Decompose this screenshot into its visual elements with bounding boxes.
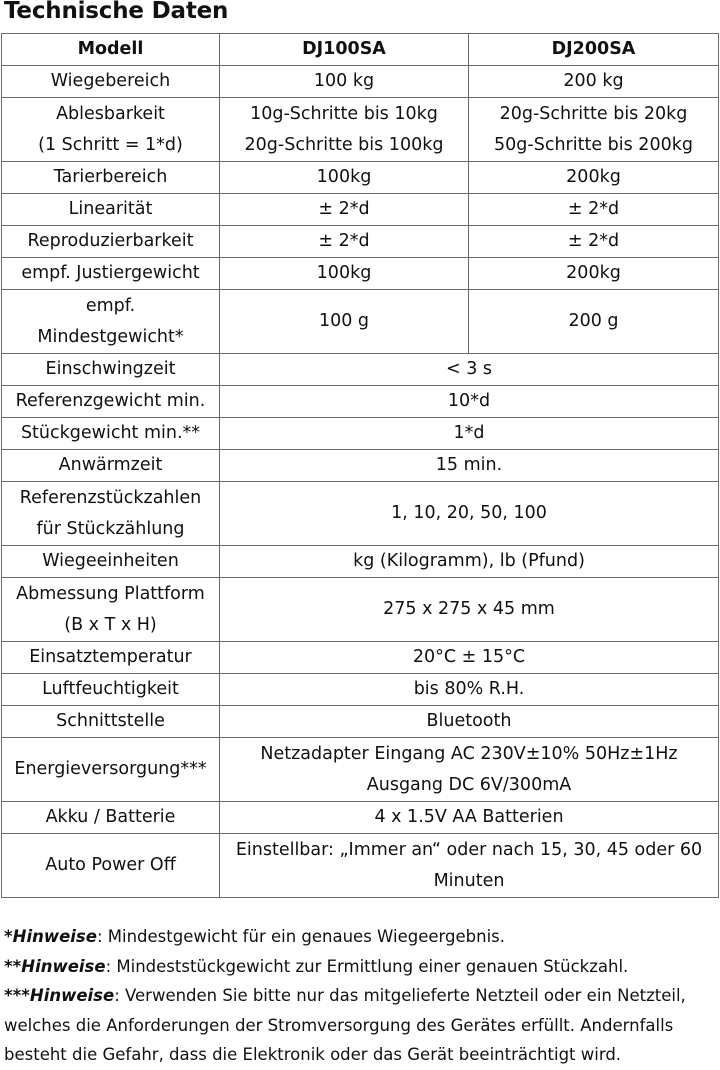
cell-text: Minuten	[433, 870, 505, 891]
value-dj200sa	[469, 226, 719, 258]
value-dj200sa	[469, 66, 719, 98]
cell-text: Luftfeuchtigkeit	[42, 679, 179, 699]
cell-text: Einsatztemperatur	[29, 647, 192, 667]
row-label	[2, 578, 220, 642]
table-row	[2, 290, 719, 354]
value-both-models	[220, 354, 719, 386]
row-label	[2, 674, 220, 706]
table-row	[2, 578, 719, 642]
cell-text: ± 2*d	[318, 231, 370, 251]
cell-text: Auto Power Off	[45, 855, 176, 875]
note-item	[4, 952, 716, 982]
table-row	[2, 546, 719, 578]
row-label	[2, 258, 220, 290]
value-dj100sa	[220, 226, 469, 258]
row-label	[2, 354, 220, 386]
value-dj100sa	[220, 290, 469, 354]
cell-text: Wiegebereich	[50, 71, 171, 91]
cell-text: Energieversorgung***	[14, 759, 207, 779]
table-row	[2, 450, 719, 482]
cell-text: 100kg	[316, 167, 372, 187]
cell-text: Abmessung Plattform	[16, 583, 205, 604]
value-both-models	[220, 674, 719, 706]
table-row	[2, 482, 719, 546]
table-row	[2, 802, 719, 834]
cell-text: 50g-Schritte bis 200kg	[494, 134, 693, 155]
value-dj200sa	[469, 290, 719, 354]
cell-text: Einstellbar: „Immer an“ oder nach 15, 30, 45 oder 60	[235, 839, 703, 860]
row-label	[2, 226, 220, 258]
cell-text: Netzadapter Eingang AC 230V±10% 50Hz±1Hz	[260, 743, 678, 764]
row-label	[2, 162, 220, 194]
row-label	[2, 706, 220, 738]
cell-text: 20g-Schritte bis 20kg	[499, 103, 688, 124]
row-label	[2, 546, 220, 578]
note-text: : Verwenden Sie bitte nur das mitgelieferte Netzteil oder ein Netzteil, welches die Anforderungen der Stromversorgung des Gerätes erfüllt. Andernfalls besteht die Gefahr, dass die Elektronik oder das Gerät beeinträchtigt wird.	[4, 986, 686, 1064]
cell-text: 15 min.	[435, 455, 503, 475]
header-dj100sa: DJ100SA	[220, 34, 469, 66]
cell-text: Ablesbarkeit	[56, 103, 165, 124]
table-row	[2, 258, 719, 290]
cell-text: 4 x 1.5V AA Batterien	[374, 807, 564, 827]
note-item	[4, 981, 716, 1070]
cell-text: 100kg	[316, 263, 372, 283]
table-row	[2, 642, 719, 674]
table-row	[2, 738, 719, 802]
value-both-models	[220, 386, 719, 418]
notes-section	[4, 922, 716, 1070]
note-label: ***Hinweise	[4, 986, 115, 1005]
value-dj200sa	[469, 194, 719, 226]
cell-text: 100 kg	[313, 71, 375, 91]
cell-text: Tarierbereich	[53, 167, 168, 187]
cell-text: Ausgang DC 6V/300mA	[366, 774, 572, 795]
value-dj200sa	[469, 162, 719, 194]
row-label	[2, 738, 220, 802]
cell-text: Wiegeeinheiten	[42, 551, 179, 571]
cell-text: 200kg	[566, 263, 621, 283]
cell-text: Bluetooth	[426, 711, 512, 731]
cell-text: 200 kg	[563, 71, 624, 91]
value-both-models	[220, 738, 719, 802]
value-dj200sa	[469, 98, 719, 162]
value-both-models	[220, 546, 719, 578]
cell-text: Linearität	[68, 199, 153, 219]
row-label	[2, 482, 220, 546]
cell-text: (B x T x H)	[64, 614, 157, 635]
value-both-models	[220, 482, 719, 546]
cell-text: 200 g	[568, 311, 619, 331]
table-row	[2, 98, 719, 162]
table-row	[2, 706, 719, 738]
cell-text: 200kg	[566, 167, 621, 187]
value-both-models	[220, 418, 719, 450]
cell-text: Schnittstelle	[56, 711, 165, 731]
value-both-models	[220, 706, 719, 738]
spec-table	[1, 33, 719, 898]
table-row	[2, 386, 719, 418]
cell-text: Einschwingzeit	[45, 359, 176, 379]
cell-text: 20g-Schritte bis 100kg	[244, 134, 444, 155]
row-label	[2, 66, 220, 98]
value-dj100sa	[220, 66, 469, 98]
table-row	[2, 162, 719, 194]
cell-text: 20°C ± 15°C	[412, 647, 526, 667]
value-both-models	[220, 450, 719, 482]
cell-text: ± 2*d	[567, 199, 620, 219]
cell-text: 1, 10, 20, 50, 100	[391, 503, 547, 523]
cell-text: für Stückzählung	[36, 518, 185, 539]
value-dj100sa	[220, 98, 469, 162]
cell-text: 275 x 275 x 45 mm	[383, 599, 555, 619]
value-both-models	[220, 578, 719, 642]
table-row	[2, 226, 719, 258]
table-row	[2, 674, 719, 706]
cell-text: empf. Justiergewicht	[21, 263, 200, 283]
value-both-models	[220, 834, 719, 898]
row-label	[2, 98, 220, 162]
cell-text: Referenzgewicht min.	[15, 391, 206, 411]
row-label	[2, 802, 220, 834]
value-both-models	[220, 802, 719, 834]
row-label	[2, 642, 220, 674]
cell-text: (1 Schritt = 1*d)	[38, 134, 183, 155]
cell-text: Referenzstückzahlen	[19, 487, 202, 508]
cell-text: Reproduzierbarkeit	[27, 231, 194, 251]
value-dj200sa	[469, 258, 719, 290]
cell-text: Stückgewicht min.**	[20, 423, 201, 443]
cell-text: Mindestgewicht*	[37, 326, 184, 347]
row-label	[2, 386, 220, 418]
header-model: Modell	[2, 34, 220, 66]
value-both-models	[220, 642, 719, 674]
cell-text: ± 2*d	[318, 199, 370, 219]
header-dj200sa: DJ200SA	[469, 34, 719, 66]
note-label: **Hinweise	[4, 956, 106, 976]
cell-text: 1*d	[453, 423, 485, 443]
cell-text: bis 80% R.H.	[413, 679, 525, 699]
table-row	[2, 66, 719, 98]
cell-text: < 3 s	[445, 359, 493, 379]
table-row	[2, 354, 719, 386]
value-dj100sa	[220, 194, 469, 226]
note-text: : Mindestgewicht für ein genaues Wiegeergebnis.	[96, 927, 505, 946]
table-row	[2, 834, 719, 898]
value-dj100sa	[220, 258, 469, 290]
cell-text: Akku / Batterie	[45, 807, 176, 827]
row-label	[2, 834, 220, 898]
cell-text: empf.	[85, 295, 136, 316]
note-text: : Mindeststückgewicht zur Ermittlung einer genauen Stückzahl.	[105, 956, 629, 976]
cell-text: Anwärmzeit	[58, 455, 163, 475]
table-header-row	[2, 34, 719, 66]
row-label	[2, 194, 220, 226]
page-title: Technische Daten	[4, 0, 229, 24]
spec-table-body	[2, 34, 719, 898]
cell-text: 10g-Schritte bis 10kg	[250, 103, 438, 124]
note-label: *Hinweise	[4, 927, 97, 946]
cell-text: 100 g	[318, 311, 370, 331]
value-dj100sa	[220, 162, 469, 194]
note-item	[4, 922, 716, 952]
row-label	[2, 418, 220, 450]
table-row	[2, 194, 719, 226]
cell-text: 10*d	[447, 391, 491, 411]
cell-text: ± 2*d	[567, 231, 620, 251]
cell-text: kg (Kilogramm), lb (Pfund)	[353, 551, 585, 571]
row-label	[2, 290, 220, 354]
row-label	[2, 450, 220, 482]
table-row	[2, 418, 719, 450]
